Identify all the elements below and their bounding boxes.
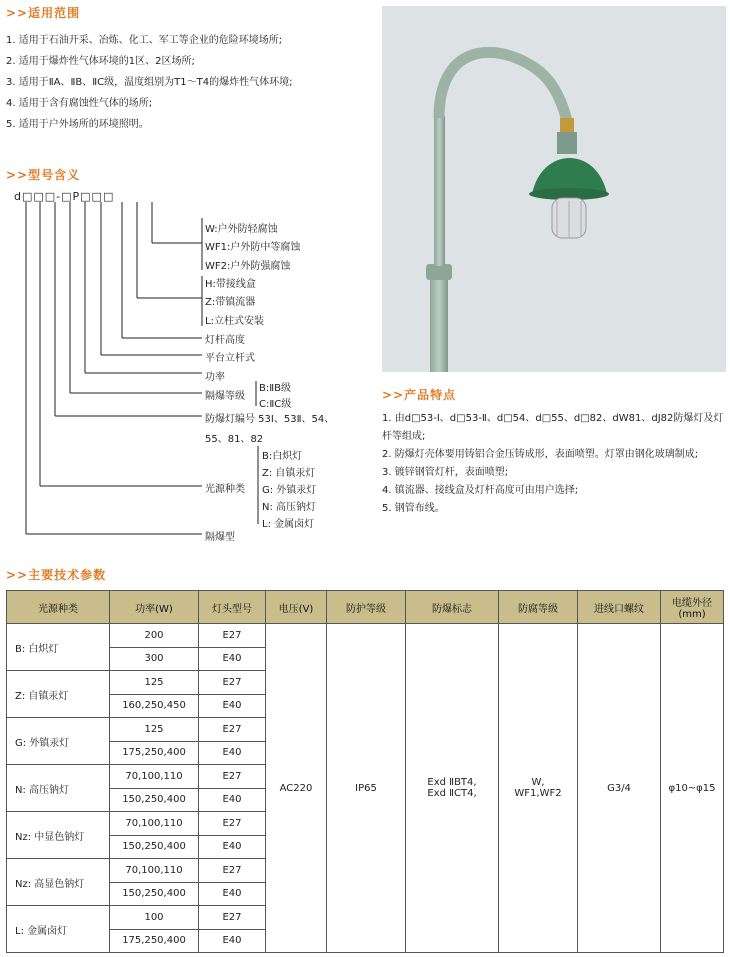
list-item: 2. 适用于爆炸性气体环境的1区、2区场所;: [6, 56, 195, 67]
anti-1: W,: [531, 777, 545, 788]
label-source: 光源种类: [205, 484, 245, 495]
base-cell: E27: [199, 671, 266, 695]
col-header: 防爆标志: [406, 591, 499, 624]
ex-mark-1: Exd ⅡBT4,: [427, 777, 477, 788]
col-header: 功率(W): [110, 591, 199, 624]
label-wf2: WF2:户外防强腐蚀: [205, 261, 291, 272]
features-title: >>产品特点: [382, 388, 457, 402]
list-item: 4. 镇流器、接线盒及灯杆高度可由用户选择;: [382, 485, 579, 496]
col-header: 灯头型号: [199, 591, 266, 624]
list-item: 3. 适用于ⅡA、ⅡB、ⅡC级，温度组别为T1～T4的爆炸性气体环境;: [6, 77, 293, 88]
base-cell: E27: [199, 718, 266, 742]
base-cell: E40: [199, 788, 266, 812]
base-cell: E40: [199, 882, 266, 906]
source-name: B: 白炽灯: [7, 624, 110, 671]
params-title: >>主要技术参数: [6, 568, 107, 582]
power-cell: 125: [110, 671, 199, 695]
source-name: G: 外镇汞灯: [7, 718, 110, 765]
col-header: 电缆外径(mm): [661, 591, 724, 624]
label-src-n: N: 高压钠灯: [262, 502, 317, 513]
table-header-row: [7, 591, 724, 624]
base-cell: E27: [199, 906, 266, 930]
base-cell: E27: [199, 765, 266, 789]
scope-list: [6, 30, 292, 135]
power-cell: 70,100,110: [110, 812, 199, 836]
source-name: N: 高压钠灯: [7, 765, 110, 812]
power-cell: 150,250,400: [110, 788, 199, 812]
model-title: >>型号含义: [6, 168, 81, 182]
label-explosion: 隔爆型: [205, 532, 235, 543]
list-item: 3. 镀锌钢管灯杆，表面喷塑;: [382, 467, 509, 478]
ex-mark-2: Exd ⅡCT4,: [427, 788, 477, 799]
lamp-icon: [382, 6, 726, 372]
col-header: 光源种类: [7, 591, 110, 624]
list-item: 1. 适用于石油开采、冶炼、化工、军工等企业的危险环境场所;: [6, 35, 283, 46]
label-l: L:立柱式安装: [205, 316, 264, 327]
anti-2: WF1,WF2: [514, 788, 562, 799]
base-cell: E27: [199, 859, 266, 883]
source-name: Nz: 高显色钠灯: [7, 859, 110, 906]
base-cell: E27: [199, 812, 266, 836]
voltage-cell: AC220: [266, 624, 327, 953]
power-cell: 70,100,110: [110, 765, 199, 789]
label-power: 功率: [205, 372, 225, 383]
source-name: Nz: 中显色钠灯: [7, 812, 110, 859]
ex-mark-cell: [406, 624, 499, 953]
base-cell: E40: [199, 835, 266, 859]
ip-cell: IP65: [327, 624, 406, 953]
power-cell: 125: [110, 718, 199, 742]
params-table: [6, 590, 724, 953]
list-item: 2. 防爆灯壳体要用铸铝合金压铸成形，表面喷塑。灯罩由钢化玻璃制成;: [382, 449, 699, 460]
base-cell: E40: [199, 741, 266, 765]
power-cell: 70,100,110: [110, 859, 199, 883]
label-src-l: L: 金属卤灯: [262, 519, 315, 530]
label-z: Z:带镇流器: [205, 297, 256, 308]
base-cell: E40: [199, 929, 266, 953]
model-diagram: [0, 188, 370, 548]
list-item: 5. 适用于户外场所的环境照明。: [6, 119, 149, 130]
power-cell: 150,250,400: [110, 835, 199, 859]
source-name: L: 金属卤灯: [7, 906, 110, 953]
base-cell: E40: [199, 694, 266, 718]
model-code: d□□□-□P□□□: [14, 190, 115, 203]
col-header: 电压(V): [266, 591, 327, 624]
col-header: 防护等级: [327, 591, 406, 624]
label-w: W:户外防轻腐蚀: [205, 224, 278, 235]
label-wf1: WF1:户外防中等腐蚀: [205, 242, 301, 253]
lamp-photo: [382, 6, 726, 372]
thread-cell: G3/4: [578, 624, 661, 953]
power-cell: 300: [110, 647, 199, 671]
source-name: Z: 自镇汞灯: [7, 671, 110, 718]
power-cell: 175,250,400: [110, 929, 199, 953]
power-cell: 150,250,400: [110, 882, 199, 906]
power-cell: 200: [110, 624, 199, 648]
label-src-b: B:白炽灯: [262, 451, 303, 462]
label-grade-b: B:ⅡB级: [259, 383, 292, 394]
label-src-z: Z: 自镇汞灯: [262, 468, 316, 479]
features-list: [382, 410, 724, 518]
list-item: 1. 由d□53-Ⅰ、d□53-Ⅱ、d□54、d□55、d□82、dW81、dJ82防爆灯及灯杆等组成;: [382, 413, 724, 442]
label-number: 防爆灯编号 53Ⅰ、53Ⅱ、54、: [205, 414, 335, 425]
power-cell: 100: [110, 906, 199, 930]
label-src-g: G: 外镇汞灯: [262, 485, 317, 496]
table-row: [7, 624, 724, 648]
label-h: H:带接线盒: [205, 279, 256, 290]
col-header: 进线口螺纹: [578, 591, 661, 624]
label-pole-height: 灯杆高度: [205, 335, 245, 346]
col-header: 防腐等级: [499, 591, 578, 624]
base-cell: E40: [199, 647, 266, 671]
base-cell: E27: [199, 624, 266, 648]
label-grade-c: C:ⅡC级: [259, 399, 292, 410]
label-grade: 隔爆等级: [205, 391, 245, 402]
anticorrosion-cell: [499, 624, 578, 953]
label-number-2: 55、81、82: [205, 434, 264, 445]
power-cell: 175,250,400: [110, 741, 199, 765]
scope-title: >>适用范围: [6, 6, 81, 20]
list-item: 5. 钢管布线。: [382, 503, 445, 514]
cable-cell: φ10~φ15: [661, 624, 724, 953]
power-cell: 160,250,450: [110, 694, 199, 718]
list-item: 4. 适用于含有腐蚀性气体的场所;: [6, 98, 153, 109]
label-platform: 平台立杆式: [205, 353, 255, 364]
